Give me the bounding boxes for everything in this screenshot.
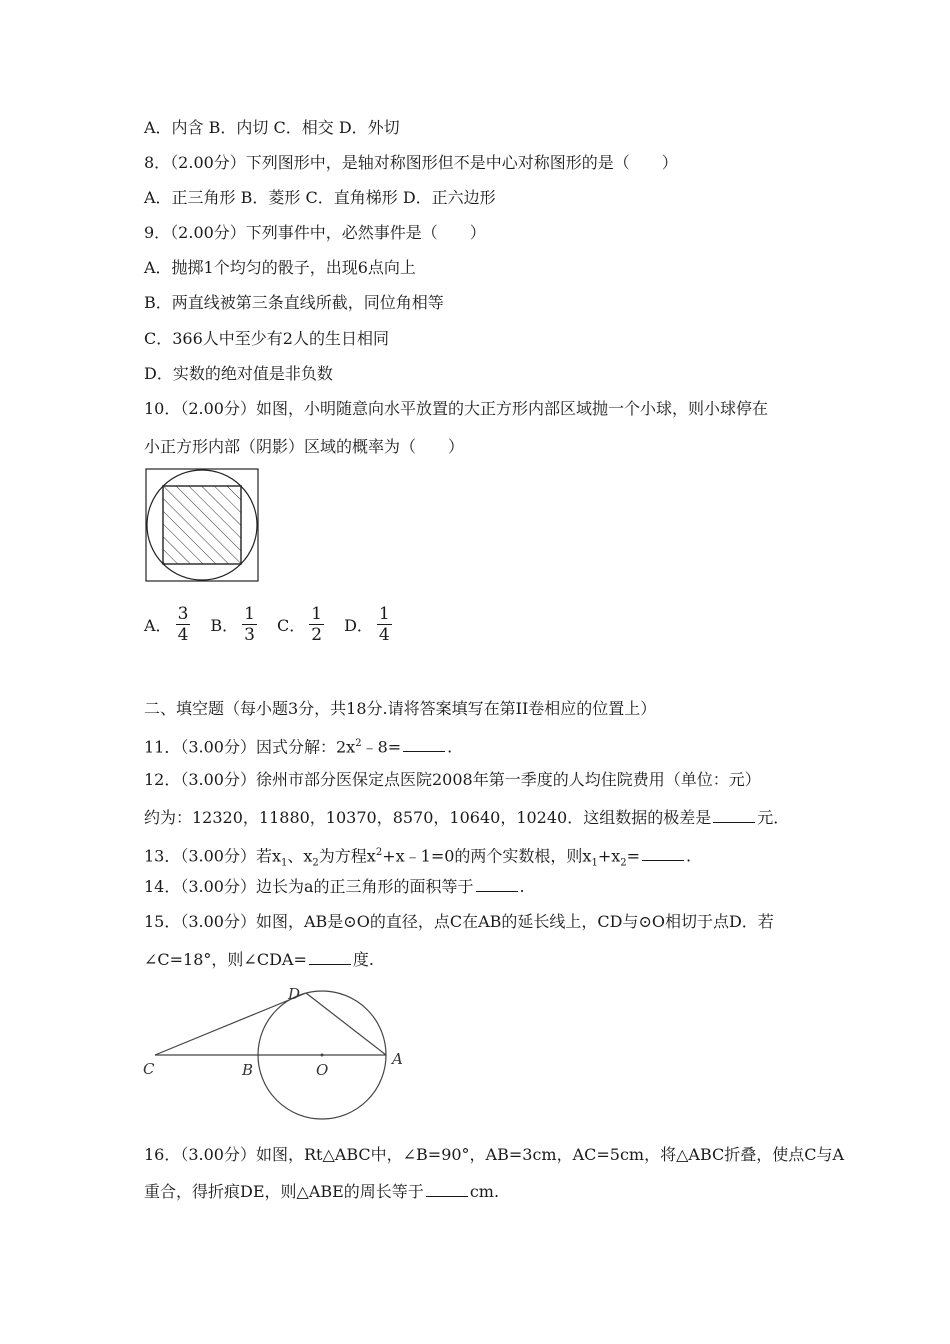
choice-letter: B． xyxy=(210,616,239,635)
q15-text: 度. xyxy=(352,950,374,969)
q13-text: 13．（3.00分）若x xyxy=(144,846,282,866)
answer-blank[interactable] xyxy=(476,877,518,892)
subscript: 2 xyxy=(312,857,319,869)
q9-option-d: D．实数的绝对值是非负数 xyxy=(144,364,333,383)
label-o: O xyxy=(316,1061,329,1079)
subscript: 2 xyxy=(620,857,627,869)
q10-choices xyxy=(144,604,412,645)
q10-figure xyxy=(144,467,260,583)
numerator: 1 xyxy=(244,604,255,624)
q10-choice-a xyxy=(144,604,196,645)
q11 xyxy=(144,734,452,757)
q9-option-a: A．抛掷1个均匀的骰子，出现6点向上 xyxy=(144,258,416,277)
q15-line1: 15．（3.00分）如图，AB是⊙O的直径，点C在AB的延长线上，CD与⊙O相切于点D．若 xyxy=(144,912,774,931)
label-b: B xyxy=(242,1061,254,1079)
q13-text: +x﹣1=0的两个实数根，则x xyxy=(382,846,592,866)
q15-text: ∠C=18°，则∠CDA= xyxy=(144,950,307,969)
fraction xyxy=(377,604,392,645)
choice-letter: A． xyxy=(144,616,172,635)
tangent-cd xyxy=(155,993,306,1055)
answer-blank[interactable] xyxy=(642,846,684,861)
denominator: 2 xyxy=(311,625,323,645)
q14 xyxy=(144,877,525,897)
section2-title: 二、填空题（每小题3分，共18分.请将答案填写在第II卷相应的位置上） xyxy=(144,699,657,718)
exponent: 2 xyxy=(375,847,383,858)
q12-text: 约为：12320，11880，10370，8570，10640，10240．这组数据的极差是 xyxy=(144,808,712,827)
exponent: 2 xyxy=(355,738,362,749)
q10-stem-line2: 小正方形内部（阴影）区域的概率为（ ） xyxy=(144,437,465,456)
answer-blank[interactable] xyxy=(309,950,351,965)
chord-da xyxy=(306,993,386,1055)
denominator: 4 xyxy=(177,625,189,645)
q10-choice-b xyxy=(210,604,263,645)
answer-blank[interactable] xyxy=(403,737,445,752)
q7-options: A．内含 B．内切 C．相交 D．外切 xyxy=(144,118,400,137)
denominator: 3 xyxy=(244,625,255,645)
q15-line2 xyxy=(144,950,374,970)
q13-text: 为方程x xyxy=(318,846,376,866)
center-dot xyxy=(321,1054,324,1057)
q11-text: . xyxy=(447,737,453,757)
q14-text: 14．（3.00分）边长为a的正三角形的面积等于 xyxy=(144,877,474,896)
q13-text: . xyxy=(686,846,692,866)
q10-figure-svg xyxy=(144,467,260,583)
numerator: 1 xyxy=(311,604,323,624)
q9-stem: 9．（2.00分）下列事件中，必然事件是（ ） xyxy=(144,223,486,242)
q8-stem: 8．（2.00分）下列图形中，是轴对称图形但不是中心对称图形的是（ ） xyxy=(144,153,678,172)
answer-blank[interactable] xyxy=(713,808,755,823)
q11-text: ﹣8= xyxy=(361,737,402,757)
q12-line2 xyxy=(144,808,789,828)
q9-option-b: B．两直线被第三条直线所截，同位角相等 xyxy=(144,293,444,312)
fraction xyxy=(309,604,324,645)
q13 xyxy=(144,843,691,874)
q15-figure-svg xyxy=(140,978,410,1123)
label-d: D xyxy=(288,985,301,1003)
numerator: 1 xyxy=(378,604,390,624)
label-c: C xyxy=(143,1060,155,1078)
inner-shaded-square xyxy=(163,486,241,564)
q11-text: 11．（3.00分）因式分解：2x xyxy=(144,737,356,757)
q15-figure xyxy=(140,978,410,1123)
q12-text: 元． xyxy=(757,808,790,827)
q9-option-c: C．366人中至少有2人的生日相同 xyxy=(144,329,389,348)
denominator: 4 xyxy=(378,625,390,645)
q14-text: . xyxy=(519,877,525,896)
q13-text: = xyxy=(626,846,641,866)
q13-text: 、x xyxy=(287,846,313,866)
q12-line1: 12．（3.00分）徐州市部分医保定点医院2008年第一季度的人均住院费用（单位：元） xyxy=(144,770,761,789)
label-a: A xyxy=(392,1050,403,1068)
q8-options: A．正三角形 B．菱形 C．直角梯形 D．正六边形 xyxy=(144,188,496,207)
numerator: 3 xyxy=(177,604,189,624)
subscript: 1 xyxy=(591,857,598,869)
q10-choice-d xyxy=(344,604,398,645)
answer-blank[interactable] xyxy=(426,1182,468,1197)
q10-choice-c xyxy=(277,604,330,645)
subscript: 1 xyxy=(281,857,288,869)
q10-stem-line1: 10．（2.00分）如图，小明随意向水平放置的大正方形内部区域抛一个小球，则小球停在 xyxy=(144,399,768,418)
q16-text: 重合，得折痕DE，则△ABE的周长等于 xyxy=(144,1182,424,1201)
q16-line1: 16．（3.00分）如图，Rt△ABC中，∠B=90°，AB=3cm，AC=5cm，将△ABC折叠，使点C与A xyxy=(144,1145,845,1164)
q13-text: +x xyxy=(597,846,621,866)
choice-letter: D． xyxy=(344,616,373,635)
choice-letter: C． xyxy=(276,616,306,635)
fraction xyxy=(242,604,257,645)
q16-line2 xyxy=(144,1182,499,1202)
q16-text: cm. xyxy=(469,1182,500,1201)
fraction xyxy=(176,604,191,645)
